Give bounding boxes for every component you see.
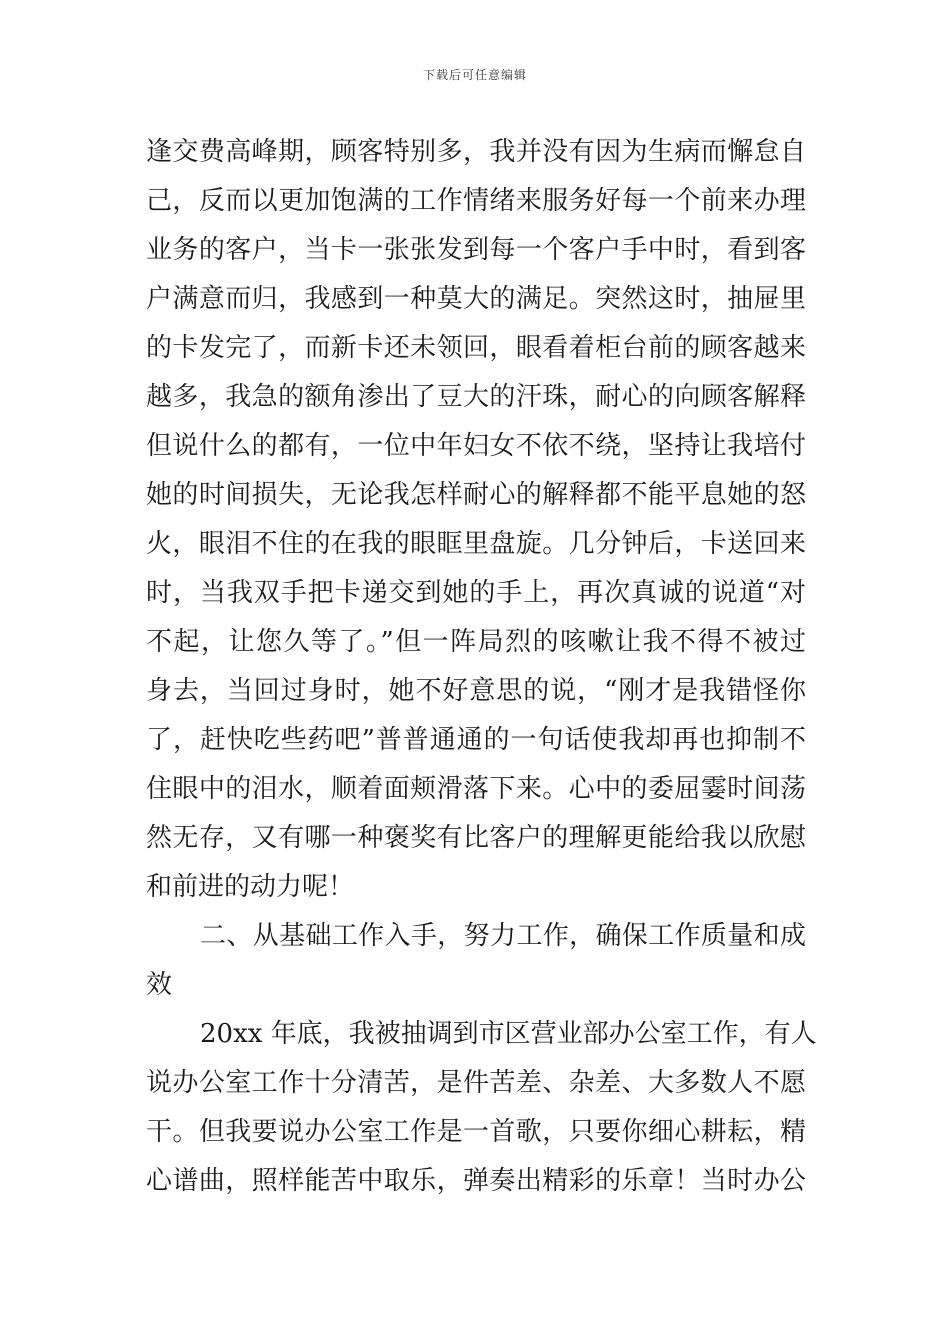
document-body [146,128,817,1206]
text-line: 业务的客户，当卡一张张发到每一个客户手中时，看到客 [146,235,806,265]
text-line: 火，眼泪不住的在我的眼眶里盘旋。几分钟后，卡送回来 [146,529,806,559]
text-line: 然无存，又有哪一种褒奖有比客户的理解更能给我以欣慰 [146,823,806,853]
text-line: 效 [146,970,173,1000]
text-line: 心谱曲，照样能苦中取乐，弹奏出精彩的乐章！当时办公 [146,1166,806,1196]
text-line: 她的时间损失，无论我怎样耐心的解释都不能平息她的怒 [146,480,806,510]
text-line: 越多，我急的额角渗出了豆大的汗珠，耐心的向顾客解释 [146,382,806,412]
text-line: 身去，当回过身时，她不好意思的说，“刚才是我错怪你 [146,676,806,706]
text-line: 己，反而以更加饱满的工作情绪来服务好每一个前来办理 [146,186,806,216]
text-line: 干。但我要说办公室工作是一首歌，只要你细心耕耘，精 [146,1117,806,1147]
text-line: 住眼中的泪水，顺着面颊滑落下来。心中的委屈霎时间荡 [146,774,806,804]
text-line: 和前进的动力呢！ [146,872,355,902]
text-line: 户满意而归，我感到一种莫大的满足。突然这时，抽屉里 [146,284,806,314]
text-line: 说办公室工作十分清苦，是件苦差、杂差、大多数人不愿 [146,1068,806,1098]
text-line: 逢交费高峰期，顾客特别多，我并没有因为生病而懈怠自 [146,137,806,167]
paragraph [146,1010,817,1206]
text-line: 20xx 年底，我被抽调到市区营业部办公室工作，有人 [200,1019,817,1049]
paragraph [146,128,806,912]
text-line: 不起，让您久等了。”但一阵局烈的咳嗽让我不得不被过 [146,627,806,657]
text-line: 二、从基础工作入手，努力工作，确保工作质量和成 [200,921,806,951]
text-line: 的卡发完了，而新卡还未领回，眼看着柜台前的顾客越来 [146,333,806,363]
page-header: 下载后可任意编辑 [422,68,527,82]
text-line: 但说什么的都有，一位中年妇女不依不绕，坚持让我培付 [146,431,806,461]
text-line: 时，当我双手把卡递交到她的手上，再次真诚的说道“对 [146,578,806,608]
text-line: 了，赶快吃些药吧”普普通通的一句话使我却再也抑制不 [146,725,806,755]
section-heading [146,912,806,1010]
